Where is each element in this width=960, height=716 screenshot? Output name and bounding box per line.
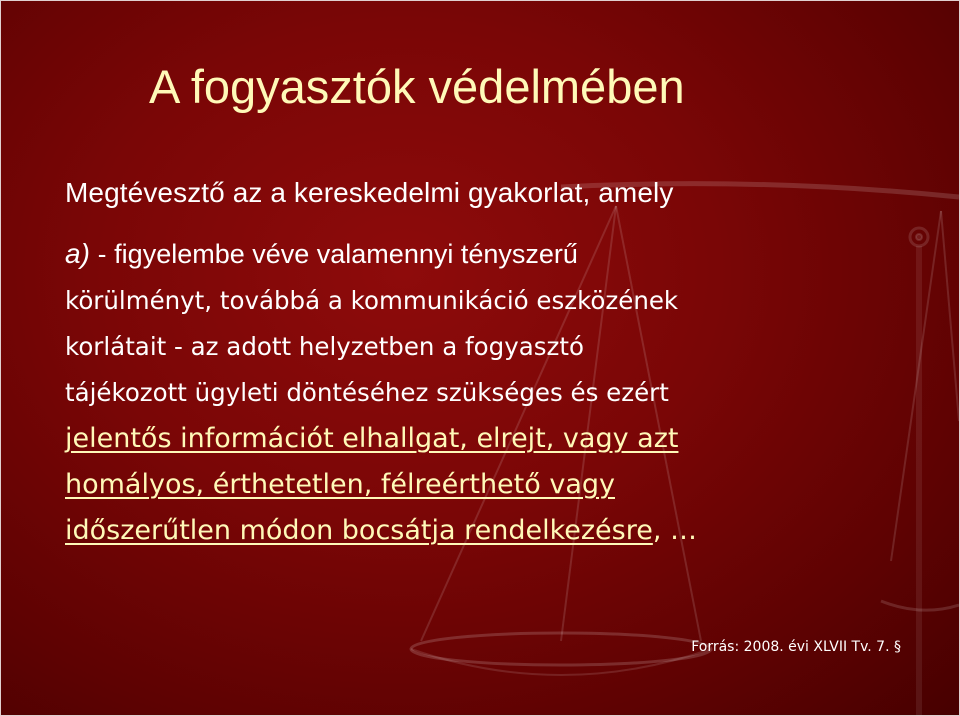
text-line: tájékozott ügyleti döntéséhez szükséges és ezért: [65, 378, 669, 407]
emphasized-text: időszerűtlen módon bocsátja rendelkezésre: [65, 515, 653, 546]
item-dash: -: [97, 239, 107, 269]
text-line: figyelembe véve valamennyi tényszerű: [114, 239, 578, 269]
emphasized-text: homályos, érthetetlen, félreérthető vagy: [65, 469, 615, 500]
text-line: körülményt, továbbá a kommunikáció eszközének: [65, 286, 679, 315]
text-line: korlátait - az adott helyzetben a fogyasztó: [65, 332, 584, 361]
emphasized-line: [65, 416, 925, 462]
emphasized-text: jelentős információt elhallgat, elrejt, vagy azt: [65, 423, 679, 454]
source-citation: Forrás: 2008. évi XLVII Tv. 7. §: [691, 639, 901, 655]
emphasized-line: [65, 508, 925, 554]
slide-title: A fogyasztók védelmében: [149, 60, 685, 113]
intro-sentence: Megtévesztő az a kereskedelmi gyakorlat, amely: [65, 177, 674, 208]
emphasized-line: [65, 462, 925, 508]
trailing-ellipsis: , …: [652, 515, 698, 546]
item-label: a): [65, 238, 90, 269]
definition-line-1: [65, 231, 925, 278]
definition-text: [65, 231, 925, 554]
